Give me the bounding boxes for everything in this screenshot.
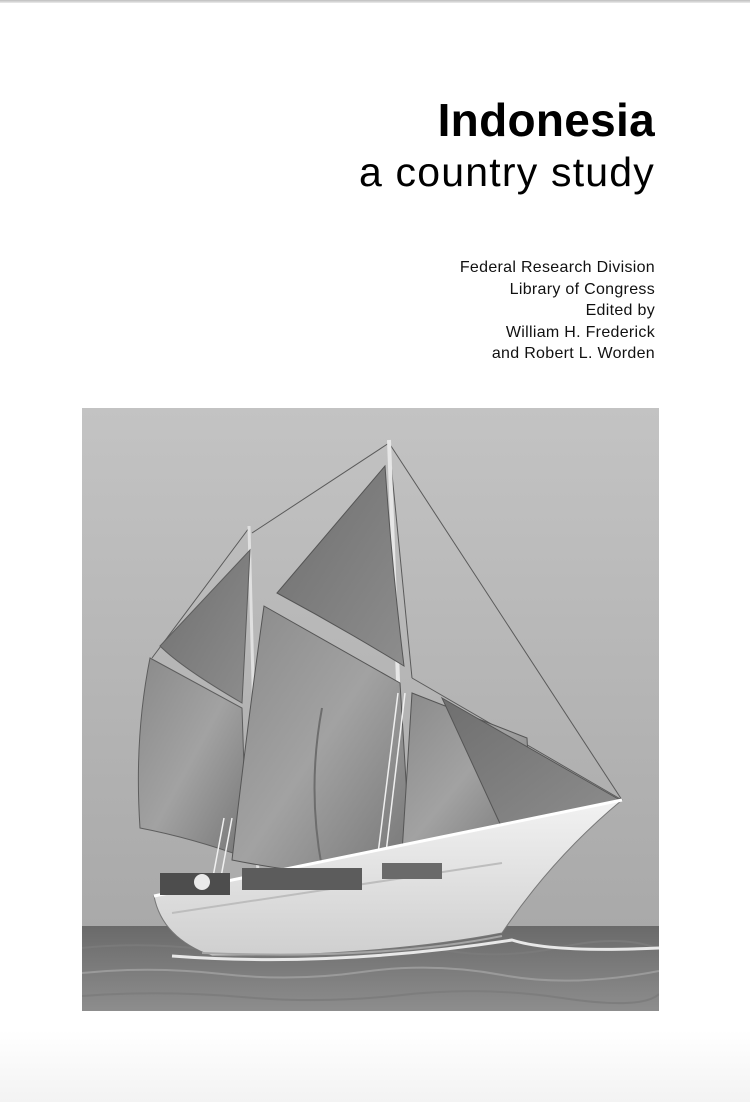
editor-name-2: and Robert L. Worden <box>491 345 655 362</box>
publisher-library: Library of Congress <box>509 280 655 298</box>
sailing-ship-photograph <box>82 408 659 1011</box>
credits-block <box>460 257 655 365</box>
cover-photo <box>82 408 659 1011</box>
editor-name-1: William H. Frederick <box>505 323 655 341</box>
page-top-edge <box>0 0 750 3</box>
title-block <box>359 92 655 196</box>
book-title: Indonesia <box>437 94 655 146</box>
publisher-division: Federal Research Division <box>459 259 655 276</box>
page-bottom-shade <box>0 1030 750 1102</box>
edited-by-label: Edited by <box>585 302 655 319</box>
book-subtitle: a country study <box>358 149 655 195</box>
